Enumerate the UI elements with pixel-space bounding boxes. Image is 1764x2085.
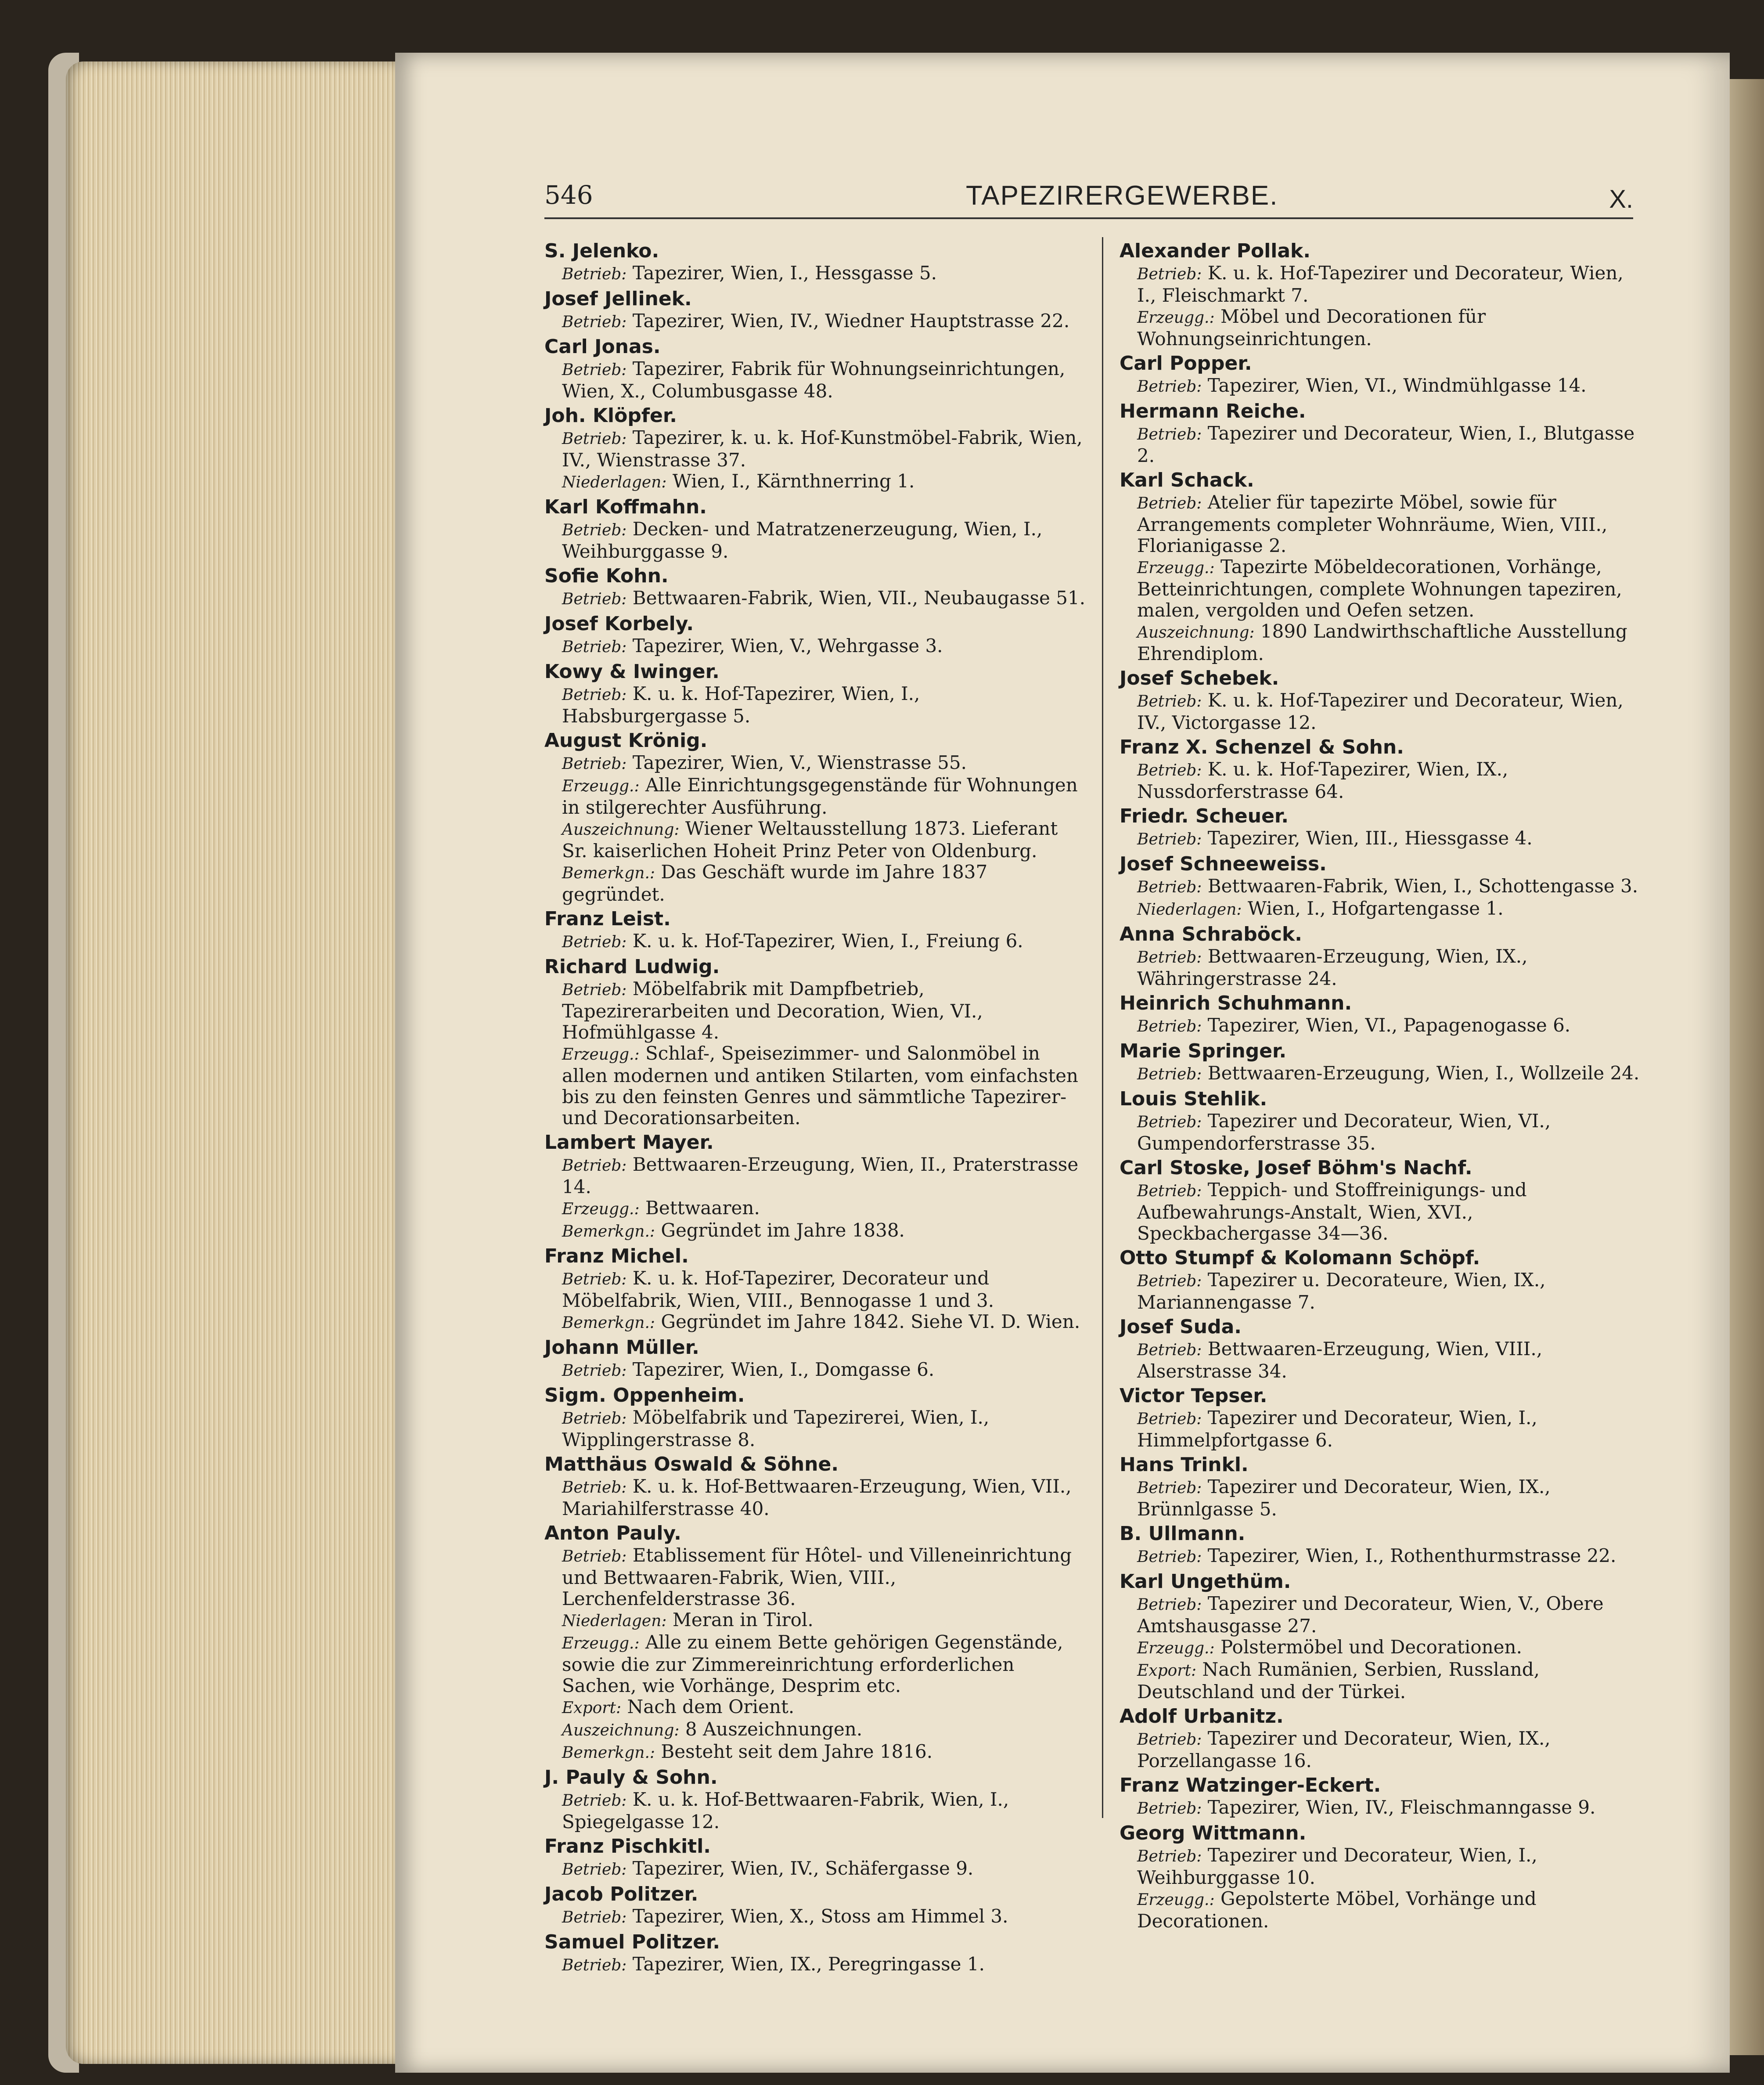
entry-name: Jacob Politzer. — [544, 1883, 698, 1905]
entry-text: Gegründet im Jahre 1838. — [661, 1219, 905, 1241]
page-header — [544, 171, 1633, 220]
entry-line — [544, 471, 1089, 493]
entry-text: Tapezirer und Decorateur, Wien, V., Obere Amtshausgasse 27. — [1137, 1593, 1604, 1637]
right-column — [1120, 237, 1642, 1933]
entry-label: Niederlagen: — [562, 473, 667, 491]
entry-line — [544, 635, 1089, 658]
entry-label: Erzeugg.: — [562, 1200, 640, 1218]
entry-label: Betrieb: — [1137, 761, 1202, 779]
entry-name: B. Ullmann. — [1120, 1522, 1246, 1545]
entry-name: Otto Stumpf & Kolomann Schöpf. — [1120, 1247, 1480, 1269]
entry-name: Heinrich Schuhmann. — [1120, 992, 1352, 1014]
directory-entry — [1120, 1247, 1642, 1313]
entry-text: Möbelfabrik und Tapezirerei, Wien, I., Wipplingerstrasse 8. — [562, 1407, 990, 1450]
entry-text: Alle zu einem Bette gehörigen Gegenstände, sowie die zur Zimmereinrichtung erforderlichen Sachen, wie Vorhänge, Desprim etc. — [562, 1631, 1063, 1696]
entry-line — [1120, 1476, 1642, 1520]
entry-text: K. u. k. Hof-Tapezirer und Decorateur, Wien, I., Fleischmarkt 7. — [1137, 262, 1624, 306]
directory-entry — [544, 1131, 1089, 1242]
entry-text: Tapezirer u. Decorateure, Wien, IX., Mariannengasse 7. — [1137, 1269, 1546, 1313]
entry-text: Tapezirer, k. u. k. Hof-Kunstmöbel-Fabrik, Wien, IV., Wienstrasse 37. — [562, 427, 1083, 471]
entry-line — [544, 1632, 1089, 1696]
entry-text: Bettwaaren-Fabrik, Wien, VII., Neubaugasse 51. — [632, 587, 1086, 609]
entry-label: Betrieb: — [562, 1479, 627, 1497]
entry-label: Erzeugg.: — [562, 1046, 640, 1064]
entry-name: Franz Watzinger-Eckert. — [1120, 1774, 1381, 1796]
volume-number: X. — [1609, 185, 1633, 213]
entry-line — [1120, 1797, 1642, 1819]
directory-entry — [1120, 1454, 1642, 1520]
entry-line — [544, 1476, 1089, 1519]
directory-entry — [1120, 1822, 1642, 1932]
entry-text: K. u. k. Hof-Bettwaaren-Erzeugung, Wien, VII., Mariahilferstrasse 40. — [562, 1475, 1072, 1519]
entry-line — [544, 818, 1089, 862]
entry-label: Betrieb: — [562, 1362, 627, 1380]
entry-text: 8 Auszeichnungen. — [685, 1718, 863, 1740]
entry-label: Betrieb: — [562, 361, 627, 379]
entry-text: Atelier für tapezirte Möbel, sowie für Arrangements completer Wohnräume, Wien, VIII., Florianigasse 2. — [1137, 491, 1608, 556]
directory-entry — [1120, 805, 1642, 850]
entry-name: Sofie Kohn. — [544, 565, 669, 587]
entry-name: Anna Schraböck. — [1120, 923, 1302, 945]
entry-name: Georg Wittmann. — [1120, 1822, 1307, 1844]
entry-line — [544, 978, 1089, 1043]
entry-text: Tapezirer und Decorateur, Wien, I., Blutgasse 2. — [1137, 422, 1635, 466]
entry-text: Bettwaaren-Fabrik, Wien, I., Schottengasse 3. — [1207, 875, 1638, 897]
entry-label: Betrieb: — [1137, 1341, 1202, 1359]
entry-line — [544, 519, 1089, 562]
entry-line — [1120, 1637, 1642, 1659]
entry-name: Alexander Pollak. — [1120, 240, 1311, 262]
entry-name: Josef Jellinek. — [544, 288, 692, 310]
entry-label: Betrieb: — [562, 1270, 627, 1288]
entry-line — [544, 931, 1089, 953]
entry-label: Betrieb: — [562, 638, 627, 656]
entry-line — [544, 1696, 1089, 1719]
entry-line — [544, 1741, 1089, 1764]
entry-label: Betrieb: — [562, 265, 627, 283]
directory-entry — [544, 1336, 1089, 1382]
entry-text: Polstermöbel und Decorationen. — [1220, 1636, 1522, 1658]
entry-line — [1120, 1111, 1642, 1154]
entry-name: Hans Trinkl. — [1120, 1454, 1249, 1476]
entry-name: Karl Schack. — [1120, 469, 1254, 491]
entry-name: Lambert Mayer. — [544, 1131, 714, 1154]
entry-label: Betrieb: — [562, 1410, 627, 1428]
entry-text: Tapezirer, Wien, VI., Papagenogasse 6. — [1207, 1014, 1571, 1036]
entry-text: Tapezirer und Decorateur, Wien, I., Himmelpfortgasse 6. — [1137, 1407, 1537, 1451]
directory-entry — [1120, 1570, 1642, 1703]
directory-entry — [1120, 667, 1642, 733]
entry-line — [544, 1906, 1089, 1928]
directory-entry — [544, 240, 1089, 285]
entry-name: Johann Müller. — [544, 1336, 699, 1359]
entry-text: K. u. k. Hof-Bettwaaren-Fabrik, Wien, I., Spiegelgasse 12. — [562, 1789, 1009, 1832]
entry-line — [544, 263, 1089, 285]
entry-line — [544, 1545, 1089, 1609]
directory-entry — [544, 1245, 1089, 1334]
entry-line — [544, 427, 1089, 471]
entry-line — [1120, 1338, 1642, 1382]
entry-line — [1120, 1063, 1642, 1085]
entry-line — [1120, 1407, 1642, 1451]
entry-text: Tapezirer und Decorateur, Wien, IX., Porzellangasse 16. — [1137, 1728, 1551, 1771]
page-title: TAPEZIRERGEWERBE. — [966, 180, 1278, 211]
entry-text: Meran in Tirol. — [672, 1609, 814, 1630]
entry-label: Betrieb: — [1137, 1182, 1202, 1200]
entry-label: Betrieb: — [1137, 1272, 1202, 1290]
entry-text: Wien, I., Hofgartengasse 1. — [1247, 898, 1504, 919]
entry-line — [544, 1154, 1089, 1198]
entry-name: Carl Stoske, Josef Böhm's Nachf. — [1120, 1157, 1472, 1179]
directory-entry — [1120, 469, 1642, 664]
entry-text: Tapezirer, Wien, X., Stoss am Himmel 3. — [632, 1905, 1008, 1927]
directory-entry — [544, 1931, 1089, 1976]
entry-text: K. u. k. Hof-Tapezirer, Decorateur und Möbelfabrik, Wien, VIII., Bennogasse 1 und 3. — [562, 1267, 994, 1311]
entry-label: Bemerkgn.: — [562, 1223, 655, 1241]
entry-label: Betrieb: — [562, 1908, 627, 1926]
entry-label: Betrieb: — [562, 1956, 627, 1974]
entry-name: Matthäus Oswald & Söhne. — [544, 1453, 839, 1475]
entry-label: Betrieb: — [562, 313, 627, 331]
entry-line — [544, 1359, 1089, 1382]
directory-entry — [544, 335, 1089, 402]
entry-name: August Krönig. — [544, 729, 708, 752]
entry-text: Tapezirer, Wien, I., Hessgasse 5. — [632, 262, 937, 284]
entry-label: Erzeugg.: — [1137, 309, 1215, 327]
entry-line — [1120, 1593, 1642, 1637]
entry-text: Bettwaaren-Erzeugung, Wien, I., Wollzeile 24. — [1207, 1062, 1640, 1084]
entry-line — [544, 1789, 1089, 1832]
entry-text: Tapezirer, Wien, V., Wienstrasse 55. — [632, 752, 967, 773]
entry-label: Betrieb: — [1137, 1410, 1202, 1428]
entry-text: Tapezirer, Wien, IV., Schäfergasse 9. — [632, 1858, 974, 1879]
entry-text: Besteht seit dem Jahre 1816. — [661, 1741, 933, 1762]
entry-line — [544, 1858, 1089, 1880]
entry-line — [1120, 1545, 1642, 1568]
entry-text: Bettwaaren. — [645, 1197, 760, 1219]
entry-text: Decken- und Matratzenerzeugung, Wien, I., Weihburggasse 9. — [562, 518, 1043, 562]
directory-entry — [1120, 1705, 1642, 1771]
entry-line — [1120, 423, 1642, 466]
entry-text: Tapezirer und Decorateur, Wien, VI., Gumpendorferstrasse 35. — [1137, 1110, 1551, 1154]
directory-entry — [544, 1883, 1089, 1928]
entry-name: Karl Koffmahn. — [544, 496, 707, 518]
entry-line — [1120, 898, 1642, 920]
directory-entry — [544, 613, 1089, 658]
entry-text: Tapezirer, Wien, V., Wehrgasse 3. — [632, 635, 943, 657]
entry-text: Das Geschäft wurde im Jahre 1837 gegründet. — [562, 861, 988, 905]
entry-label: Betrieb: — [1137, 1548, 1202, 1566]
entry-label: Bemerkgn.: — [562, 1744, 655, 1762]
entry-line — [544, 862, 1089, 905]
entry-text: Tapezirer und Decorateur, Wien, I., Weihburggasse 10. — [1137, 1844, 1537, 1888]
entry-label: Betrieb: — [1137, 878, 1202, 896]
entry-line — [1120, 1888, 1642, 1932]
directory-entry — [1120, 1316, 1642, 1382]
directory-entry — [1120, 1385, 1642, 1451]
entry-name: Friedr. Scheuer. — [1120, 805, 1289, 827]
directory-entry — [1120, 240, 1642, 350]
entry-text: K. u. k. Hof-Tapezirer, Wien, IX., Nussdorferstrasse 64. — [1137, 758, 1508, 802]
book-page — [395, 53, 1730, 2073]
entry-line — [544, 1609, 1089, 1632]
entry-label: Niederlagen: — [1137, 901, 1242, 919]
entry-name: Franz X. Schenzel & Sohn. — [1120, 736, 1404, 758]
page-number: 546 — [544, 180, 593, 210]
directory-entry — [1120, 1040, 1642, 1085]
entry-text: Tapezirer, Wien, IV., Fleischmanngasse 9. — [1207, 1796, 1596, 1818]
entry-text: Schlaf-, Speisezimmer- und Salonmöbel in allen modernen und antiken Stilarten, vom einfachsten bis zu den feinsten Genres und sämmtliche Tapezirer- und Decorationsarbeiten. — [562, 1042, 1078, 1129]
entry-text: Tapezirer, Wien, I., Rothenthurmstrasse 22. — [1207, 1545, 1616, 1566]
directory-entry — [544, 404, 1089, 493]
entry-label: Betrieb: — [562, 981, 627, 999]
entry-label: Niederlagen: — [562, 1612, 667, 1630]
entry-label: Erzeugg.: — [1137, 559, 1215, 577]
entry-label: Erzeugg.: — [1137, 1639, 1215, 1657]
entry-label: Betrieb: — [1137, 265, 1202, 283]
entry-line — [544, 1954, 1089, 1976]
entry-name: Joh. Klöpfer. — [544, 404, 677, 427]
entry-text: Gegründet im Jahre 1842. Siehe VI. D. Wien. — [661, 1311, 1080, 1332]
entry-text: Tapezirer und Decorateur, Wien, IX., Brünnlgasse 5. — [1137, 1476, 1551, 1520]
directory-entry — [1120, 736, 1642, 802]
entry-label: Betrieb: — [562, 521, 627, 539]
entry-line — [1120, 946, 1642, 989]
entry-name: Josef Korbely. — [544, 613, 694, 635]
directory-entry — [544, 1384, 1089, 1450]
entry-line — [544, 358, 1089, 402]
entry-text: Möbelfabrik mit Dampfbetrieb, Tapezirerarbeiten und Decoration, Wien, VI., Hofmühlgasse 4. — [562, 978, 983, 1043]
entry-name: Anton Pauly. — [544, 1522, 681, 1544]
entry-text: Alle Einrichtungsgegenstände für Wohnungen in stilgerechter Ausführung. — [562, 774, 1078, 818]
entry-name: Louis Stehlik. — [1120, 1088, 1267, 1110]
entry-text: Tapezirer, Wien, IX., Peregringasse 1. — [632, 1953, 985, 1975]
entry-line — [1120, 759, 1642, 802]
entry-label: Betrieb: — [562, 686, 627, 704]
directory-entry — [544, 908, 1089, 953]
entry-line — [1120, 492, 1642, 556]
entry-line — [544, 1198, 1089, 1220]
entry-text: Möbel und Decorationen für Wohnungseinrichtungen. — [1137, 306, 1486, 350]
entry-label: Betrieb: — [1137, 1479, 1202, 1497]
entry-name: Kowy & Iwinger. — [544, 660, 720, 683]
entry-text: Tapezirer, Wien, III., Hiessgasse 4. — [1207, 827, 1533, 849]
entry-text: Bettwaaren-Erzeugung, Wien, IX., Währingerstrasse 24. — [1137, 945, 1528, 989]
entry-line — [544, 775, 1089, 818]
entry-text: 1890 Landwirthschaftliche Ausstellung Ehrendiplom. — [1137, 620, 1627, 664]
entry-text: Tapezirer, Wien, IV., Wiedner Hauptstrasse 22. — [632, 310, 1070, 332]
entry-text: Tapezirer, Wien, VI., Windmühlgasse 14. — [1207, 375, 1587, 396]
directory-entry — [1120, 1157, 1642, 1244]
entry-label: Betrieb: — [1137, 1800, 1202, 1818]
entry-label: Betrieb: — [1137, 1596, 1202, 1614]
entry-name: Franz Michel. — [544, 1245, 689, 1267]
entry-line — [1120, 828, 1642, 850]
entry-label: Betrieb: — [562, 1548, 627, 1566]
page-edges — [66, 61, 400, 2064]
directory-entry — [544, 660, 1089, 727]
entry-text: Wien, I., Kärnthnerring 1. — [672, 470, 915, 492]
entry-line — [1120, 1845, 1642, 1888]
entry-line — [1120, 1728, 1642, 1771]
entry-name: Josef Schneeweiss. — [1120, 853, 1327, 875]
directory-entry — [1120, 400, 1642, 466]
entry-label: Erzeugg.: — [562, 1634, 640, 1652]
entry-label: Export: — [562, 1699, 622, 1717]
entry-label: Auszeichnung: — [1137, 624, 1255, 642]
entry-label: Betrieb: — [562, 1157, 627, 1175]
entry-name: Josef Schebek. — [1120, 667, 1279, 689]
entry-label: Erzeugg.: — [562, 777, 640, 795]
entry-label: Betrieb: — [1137, 949, 1202, 967]
entry-text: Etablissement für Hôtel- und Villeneinrichtung und Bettwaaren-Fabrik, Wien, VIII., Lerchenfelderstrasse 36. — [562, 1544, 1072, 1609]
directory-entry — [1120, 1774, 1642, 1819]
entry-label: Betrieb: — [562, 1861, 627, 1879]
entry-name: Carl Popper. — [1120, 352, 1252, 375]
entry-line — [1120, 1270, 1642, 1313]
entry-line — [1120, 690, 1642, 733]
entry-text: Nach Rumänien, Serbien, Russland, Deutschland und der Türkei. — [1137, 1659, 1540, 1703]
entry-line — [544, 588, 1089, 610]
entry-text: Teppich- und Stoffreinigungs- und Aufbewahrungs-Anstalt, Wien, XVI., Speckbachergasse 34—36. — [1137, 1179, 1527, 1244]
entry-label: Bemerkgn.: — [562, 864, 655, 882]
entry-label: Betrieb: — [1137, 830, 1202, 848]
entry-label: Betrieb: — [562, 430, 627, 448]
entry-name: Hermann Reiche. — [1120, 400, 1306, 422]
directory-entry — [544, 1766, 1089, 1832]
entry-text: K. u. k. Hof-Tapezirer, Wien, I., Freiung 6. — [632, 930, 1023, 952]
entry-name: Samuel Politzer. — [544, 1931, 720, 1953]
entry-name: Marie Springer. — [1120, 1040, 1287, 1062]
entry-name: Josef Suda. — [1120, 1316, 1242, 1338]
entry-line — [1120, 621, 1642, 664]
entry-line — [544, 1268, 1089, 1311]
entry-label: Betrieb: — [1137, 378, 1202, 396]
entry-label: Betrieb: — [1137, 494, 1202, 512]
header-rule — [544, 217, 1633, 219]
entry-text: Tapezirer, Wien, I., Domgasse 6. — [632, 1359, 935, 1380]
entry-text: Bettwaaren-Erzeugung, Wien, VIII., Alserstrasse 34. — [1137, 1338, 1543, 1382]
entry-label: Betrieb: — [1137, 1847, 1202, 1865]
entry-label: Betrieb: — [562, 590, 627, 608]
directory-entry — [1120, 1088, 1642, 1154]
directory-entry — [1120, 352, 1642, 397]
entry-line — [1120, 375, 1642, 397]
entry-name: J. Pauly & Sohn. — [544, 1766, 718, 1789]
entry-text: Wiener Weltausstellung 1873. Lieferant Sr. kaiserlichen Hoheit Prinz Peter von Oldenburg. — [562, 818, 1058, 862]
entry-name: Richard Ludwig. — [544, 956, 720, 978]
entry-line — [1120, 306, 1642, 350]
entry-name: Franz Leist. — [544, 908, 671, 930]
entry-line — [1120, 1180, 1642, 1244]
entry-name: S. Jelenko. — [544, 240, 659, 262]
directory-entry — [544, 288, 1089, 333]
entry-text: Tapezirer, Fabrik für Wohnungseinrichtungen, Wien, X., Columbusgasse 48. — [562, 358, 1066, 402]
directory-entry — [544, 565, 1089, 610]
column-divider — [1102, 237, 1103, 1818]
entry-line — [544, 752, 1089, 775]
entry-name: Sigm. Oppenheim. — [544, 1384, 745, 1407]
entry-line — [1120, 1659, 1642, 1703]
entry-name: Victor Tepser. — [1120, 1385, 1267, 1407]
entry-line — [544, 1719, 1089, 1741]
entry-line — [544, 310, 1089, 333]
entry-label: Betrieb: — [1137, 1017, 1202, 1035]
entry-line — [1120, 1015, 1642, 1037]
left-column — [544, 237, 1089, 1977]
entry-text: Gepolsterte Möbel, Vorhänge und Decorationen. — [1137, 1888, 1537, 1932]
entry-name: Carl Jonas. — [544, 335, 661, 358]
directory-entry — [544, 1522, 1089, 1764]
entry-name: Karl Ungethüm. — [1120, 1570, 1291, 1593]
entry-label: Betrieb: — [562, 755, 627, 773]
entry-line — [1120, 556, 1642, 621]
entry-line — [544, 683, 1089, 727]
entry-line — [1120, 263, 1642, 306]
directory-entry — [544, 1453, 1089, 1519]
entry-label: Export: — [1137, 1662, 1197, 1680]
directory-entry — [544, 956, 1089, 1129]
entry-line — [1120, 876, 1642, 898]
entry-label: Betrieb: — [1137, 1731, 1202, 1749]
directory-entry — [544, 1835, 1089, 1880]
entry-text: Tapezirte Möbeldecorationen, Vorhänge, Betteinrichtungen, complete Wohnungen tapeziren, malen, vergolden und Oefen setzen. — [1137, 556, 1622, 621]
entry-label: Betrieb: — [562, 933, 627, 951]
entry-line — [544, 1220, 1089, 1242]
entry-label: Betrieb: — [1137, 1065, 1202, 1083]
entry-label: Bemerkgn.: — [562, 1314, 655, 1332]
entry-text: Nach dem Orient. — [627, 1696, 795, 1717]
directory-entry — [544, 729, 1089, 905]
entry-text: K. u. k. Hof-Tapezirer und Decorateur, Wien, IV., Victorgasse 12. — [1137, 689, 1624, 733]
entry-label: Auszeichnung: — [562, 821, 680, 839]
entry-text: K. u. k. Hof-Tapezirer, Wien, I., Habsburgergasse 5. — [562, 683, 920, 727]
entry-line — [544, 1043, 1089, 1129]
entry-label: Betrieb: — [562, 1792, 627, 1810]
entry-label: Betrieb: — [1137, 1113, 1202, 1131]
entry-label: Auszeichnung: — [562, 1721, 680, 1739]
entry-line — [544, 1407, 1089, 1450]
entry-name: Franz Pischkitl. — [544, 1835, 711, 1858]
directory-entry — [544, 496, 1089, 562]
directory-entry — [1120, 992, 1642, 1037]
entry-name: Adolf Urbanitz. — [1120, 1705, 1284, 1728]
entry-label: Erzeugg.: — [1137, 1891, 1215, 1909]
entry-text: Bettwaaren-Erzeugung, Wien, II., Praterstrasse 14. — [562, 1154, 1079, 1198]
directory-entry — [1120, 853, 1642, 920]
directory-entry — [1120, 923, 1642, 989]
directory-entry — [1120, 1522, 1642, 1568]
entry-line — [544, 1311, 1089, 1334]
entry-label: Betrieb: — [1137, 426, 1202, 444]
entry-label: Betrieb: — [1137, 693, 1202, 711]
